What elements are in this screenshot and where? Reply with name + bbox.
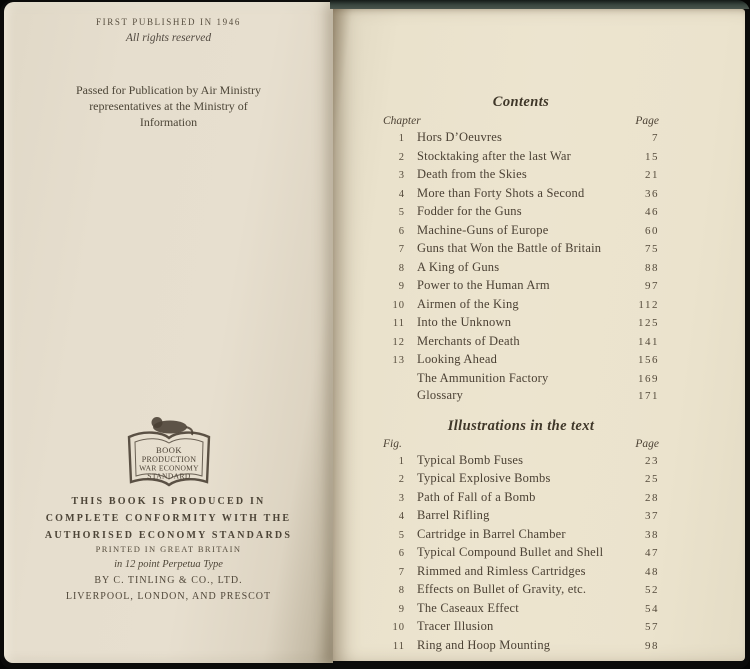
right-page <box>333 9 745 661</box>
chapter-title: Fodder for the Guns <box>417 204 522 218</box>
figure-number: 9 <box>398 603 405 615</box>
table-row <box>383 581 659 600</box>
figure-title: Ring and Hoop Mounting <box>417 637 551 652</box>
table-row <box>383 203 659 222</box>
figure-title: Cartridge in Barrel Chamber <box>417 526 566 541</box>
page-number: 112 <box>638 298 659 311</box>
figure-number: 1 <box>398 455 405 467</box>
table-row <box>383 507 659 526</box>
page-number: 46 <box>645 206 659 218</box>
contents-rows <box>383 129 659 405</box>
printing-line: BY C. TINLING & CO., LTD. <box>94 575 243 586</box>
war-economy-stamp <box>4 413 333 499</box>
stamp-line: STANDARD <box>146 471 191 481</box>
figure-title: Rimmed and Rimless Cartridges <box>417 563 586 578</box>
conformity-line: THIS BOOK IS PRODUCED IN <box>71 496 266 507</box>
table-row <box>383 296 659 315</box>
left-page <box>4 2 333 663</box>
chapter-title: Death from the Skies <box>417 167 527 181</box>
chapter-number: 9 <box>398 281 405 292</box>
table-row <box>383 563 659 582</box>
table-row <box>383 489 659 508</box>
contents-column <box>383 9 659 655</box>
table-row <box>383 148 659 167</box>
table-row <box>383 333 659 352</box>
chapter-title: A King of Guns <box>417 259 500 274</box>
table-row <box>383 166 659 185</box>
page-number: 37 <box>645 510 659 522</box>
chapter-title: More than Forty Shots a Second <box>417 185 585 200</box>
printing-line: LIVERPOOL, LONDON, AND PRESCOT <box>65 591 272 602</box>
page-number: 15 <box>645 150 659 163</box>
figure-title: Typical Bomb Fuses <box>417 452 524 467</box>
chapter-title: The Ammunition Factory <box>417 370 549 385</box>
table-row <box>383 637 659 656</box>
table-row <box>383 129 659 148</box>
page-number: 25 <box>645 473 659 485</box>
figure-number: 7 <box>398 566 405 578</box>
page-number: 60 <box>645 224 659 237</box>
stamp-line: PRODUCTION <box>141 455 196 464</box>
page-number: 57 <box>645 621 659 633</box>
figure-number: 6 <box>398 548 405 559</box>
table-row <box>383 351 659 370</box>
chapter-number: 5 <box>398 207 405 218</box>
table-row <box>383 240 659 259</box>
chapter-number: 12 <box>392 336 405 348</box>
figure-number: 10 <box>392 622 405 633</box>
illustrations-title: Illustrations in the text <box>447 417 595 434</box>
page-number: 47 <box>645 547 659 559</box>
chapter-number: 10 <box>392 299 405 311</box>
war-economy-stamp-icon <box>116 413 222 499</box>
printing-line: in 12 point Perpetua Type <box>114 559 223 570</box>
chapter-number: 6 <box>398 225 405 237</box>
page-number: 36 <box>645 187 659 200</box>
chapter-number: 8 <box>398 262 405 274</box>
table-row <box>383 452 659 471</box>
chapter-number: 7 <box>398 244 405 255</box>
page-number: 141 <box>638 335 659 348</box>
figure-number: 4 <box>398 511 405 522</box>
book-cover-edge <box>330 0 750 9</box>
page-number: 98 <box>645 639 659 652</box>
page-number: 7 <box>652 132 659 144</box>
chapter-number: 1 <box>398 133 405 144</box>
figure-title: Typical Explosive Bombs <box>417 471 551 485</box>
chapter-title: Guns that Won the Battle of Britain <box>417 241 602 255</box>
chapter-title: Merchants of Death <box>417 333 520 348</box>
chapter-title: Hors D’Oeuvres <box>417 130 503 144</box>
chapter-title: Into the Unknown <box>417 315 512 329</box>
censorship-line: representatives at the Ministry of <box>89 99 248 113</box>
figure-number: 3 <box>398 492 405 504</box>
conformity-notice <box>4 493 333 544</box>
chapter-title: Looking Ahead <box>417 352 498 366</box>
page-number: 171 <box>638 390 659 402</box>
page-number: 169 <box>638 372 659 385</box>
figure-title: Path of Fall of a Bomb <box>417 489 536 504</box>
stamp-line: BOOK <box>155 445 182 455</box>
figure-title: The Caseaux Effect <box>417 600 519 615</box>
table-row <box>383 185 659 204</box>
conformity-line: AUTHORISED ECONOMY STANDARDS <box>44 530 293 541</box>
chapter-number: 11 <box>392 318 405 329</box>
figure-number: 2 <box>398 474 405 485</box>
printing-line: PRINTED IN GREAT BRITAIN <box>95 544 242 554</box>
stamp-line: WAR ECONOMY <box>138 463 199 473</box>
page-number: 38 <box>645 528 659 541</box>
figure-title: Barrel Rifling <box>417 508 490 522</box>
table-row <box>383 222 659 241</box>
page-number: 23 <box>645 454 659 467</box>
chapter-title: Airmen of the King <box>417 296 519 311</box>
conformity-line: COMPLETE CONFORMITY WITH THE <box>45 513 292 524</box>
chapter-number: 2 <box>398 151 405 163</box>
chapter-number: 3 <box>398 170 405 181</box>
table-row <box>383 526 659 545</box>
figure-column-label: Fig. <box>383 437 402 450</box>
figure-title: Tracer Illusion <box>417 619 494 633</box>
censorship-line: Passed for Publication by Air Ministry <box>76 83 261 97</box>
chapter-number: 4 <box>398 188 405 200</box>
chapter-title: Glossary <box>417 388 464 402</box>
page-number: 54 <box>645 602 659 615</box>
chapter-title: Power to the Human Arm <box>417 278 550 292</box>
printing-notice <box>4 541 333 605</box>
chapter-title: Stocktaking after the last War <box>417 148 572 163</box>
publication-notice: FIRST PUBLISHED IN 1946 <box>96 17 241 27</box>
figure-title: Typical Compound Bullet and Shell <box>417 545 604 559</box>
illustrations-column-headers <box>383 437 659 452</box>
figure-number: 8 <box>398 585 405 596</box>
page-column-label: Page <box>635 115 659 127</box>
contents-column-headers <box>383 114 659 129</box>
figure-number: 11 <box>392 640 405 652</box>
table-row <box>383 314 659 333</box>
chapter-number: 13 <box>392 355 405 366</box>
table-row <box>383 387 659 405</box>
figure-title: Effects on Bullet of Gravity, etc. <box>417 582 587 596</box>
rights-notice: All rights reserved <box>125 32 212 44</box>
table-row <box>383 259 659 278</box>
page-number: 52 <box>645 584 659 596</box>
table-row <box>383 600 659 619</box>
page-number: 97 <box>645 280 659 292</box>
page-number: 88 <box>645 261 659 274</box>
page-column-label: Page <box>635 437 659 450</box>
page-number: 28 <box>645 491 659 504</box>
censorship-notice <box>4 82 333 130</box>
figure-number: 5 <box>398 529 405 541</box>
illustrations-rows <box>383 452 659 656</box>
chapter-column-label: Chapter <box>383 115 421 127</box>
table-row <box>383 370 659 388</box>
contents-title: Contents <box>492 94 550 110</box>
table-row <box>383 618 659 637</box>
table-row <box>383 544 659 563</box>
page-number: 156 <box>638 354 659 366</box>
censorship-line: Information <box>139 115 198 129</box>
chapter-title: Machine-Guns of Europe <box>417 222 549 237</box>
page-number: 125 <box>638 317 659 329</box>
page-number: 48 <box>645 565 659 578</box>
table-row <box>383 470 659 489</box>
table-row <box>383 277 659 296</box>
page-number: 21 <box>645 169 659 181</box>
page-number: 75 <box>645 243 659 255</box>
